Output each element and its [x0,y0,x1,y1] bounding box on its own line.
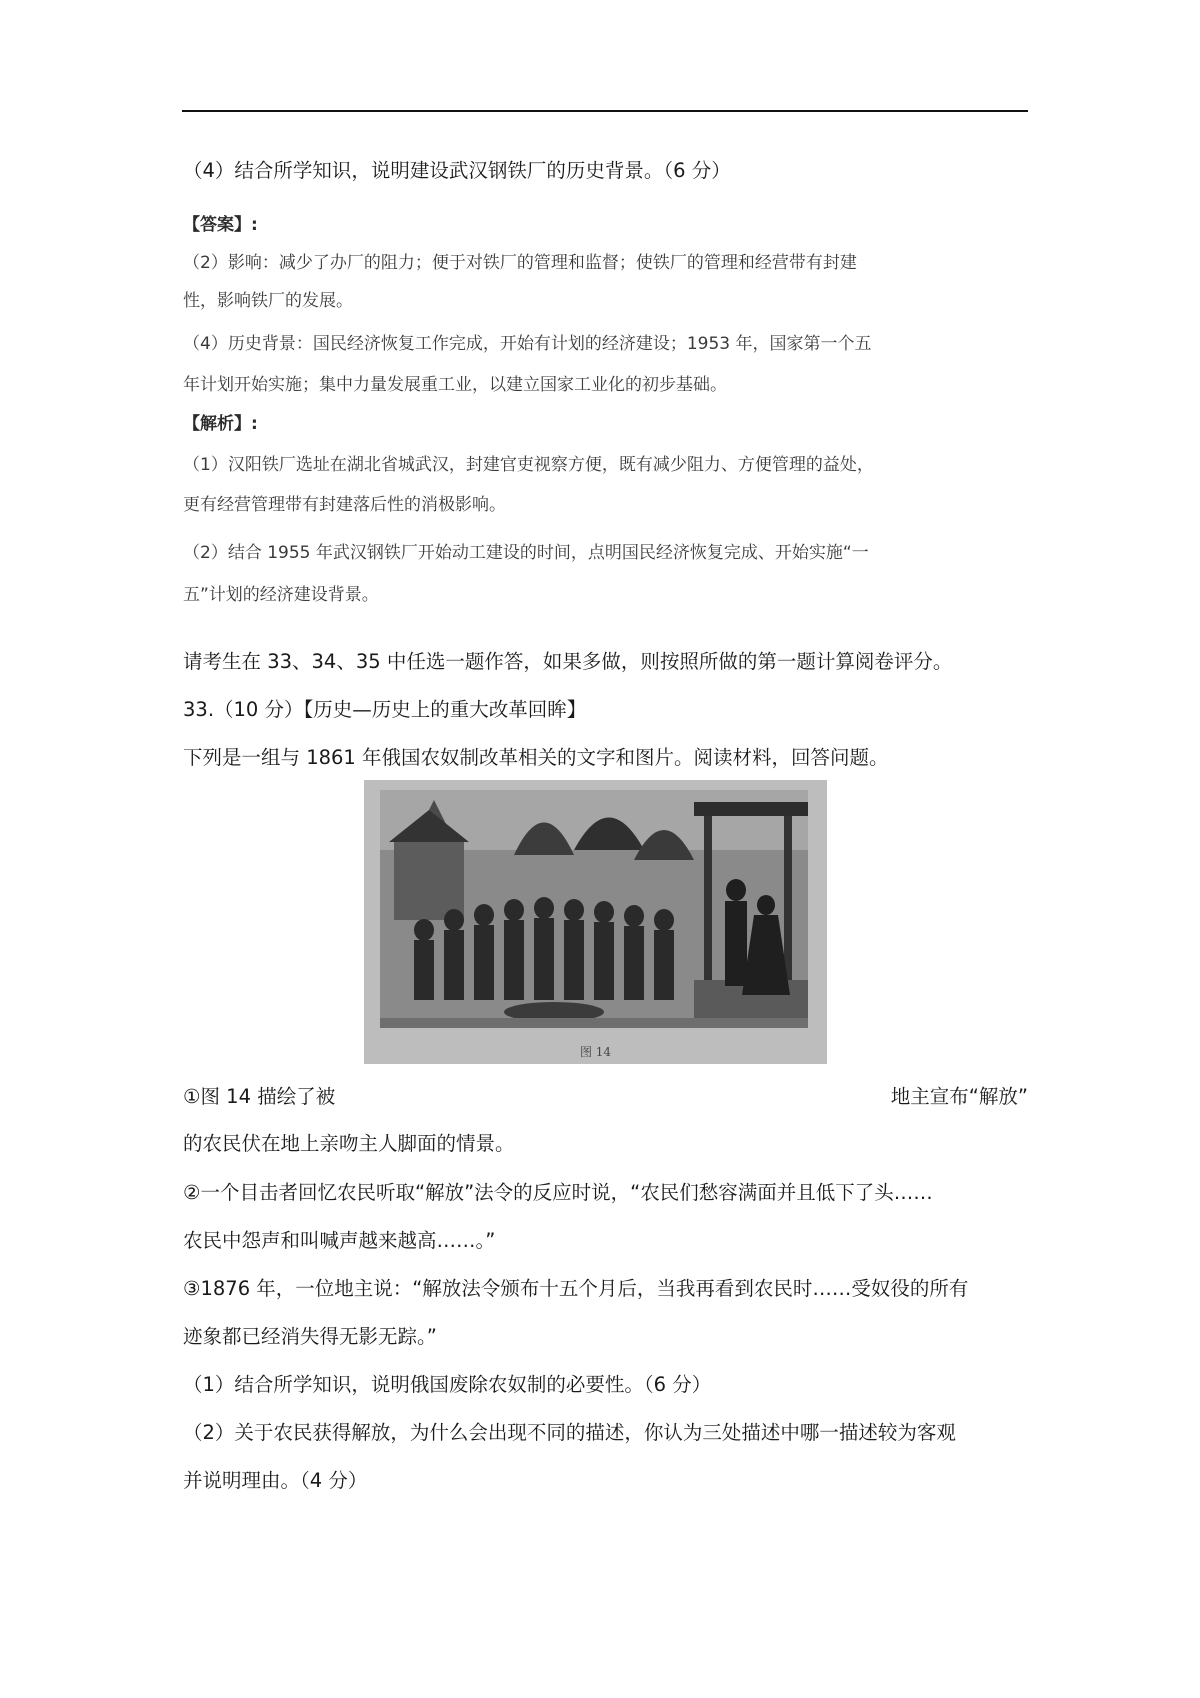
header-rule [182,110,1028,112]
sub-question-2-line-2: 并说明理由。（4 分） [183,1469,368,1492]
material-1-continued: 的农民伏在地上亲吻主人脚面的情景。 [183,1132,515,1155]
material-1-left: ①图 14 描绘了被 [183,1085,336,1108]
analysis-line-3: （2）结合 1955 年武汉钢铁厂开始动工建设的时间，点明国民经济恢复完成、开始实施“一 [183,543,869,563]
answer-line-3: （4）历史背景：国民经济恢复工作完成，开始有计划的经济建设；1953 年，国家第一个五 [183,334,872,354]
q33-intro: 下列是一组与 1861 年俄国农奴制改革相关的文字和图片。阅读材料，回答问题。 [183,746,889,769]
sub-question-2-line-1: （2）关于农民获得解放，为什么会出现不同的描述，你认为三处描述中哪一描述较为客观 [183,1421,956,1444]
material-3-line-1: ③1876 年，一位地主说：“解放法令颁布十五个月后，当我再看到农民时……受奴役的所有 [183,1277,969,1300]
answer-heading: 【答案】: [183,215,258,235]
engraving-illustration [364,780,827,1064]
answer-line-4: 年计划开始实施；集中力量发展重工业，以建立国家工业化的初步基础。 [183,375,727,395]
analysis-heading: 【解析】: [183,414,258,434]
q33-title: 33.（10 分）【历史—历史上的重大改革回眸】 [183,698,587,721]
material-1-right: 地主宣布“解放” [890,1085,1028,1108]
instruction: 请考生在 33、34、35 中任选一题作答，如果多做，则按照所做的第一题计算阅卷评分。 [183,650,953,673]
figure-14-image [364,780,827,1064]
answer-line-1: （2）影响：减少了办厂的阻力；便于对铁厂的管理和监督；使铁厂的管理和经营带有封建 [183,253,857,273]
figure-caption: 图 14 [579,1045,612,1059]
material-2-line-1: ②一个目击者回忆农民听取“解放”法令的反应时说，“农民们愁容满面并且低下了头…… [183,1181,933,1204]
analysis-line-2: 更有经营管理带有封建落后性的消极影响。 [183,495,506,515]
question-4: （4）结合所学知识，说明建设武汉钢铁厂的历史背景。（6 分） [183,159,731,182]
material-3-line-2: 迹象都已经消失得无影无踪。” [183,1325,437,1348]
material-2-line-2: 农民中怨声和叫喊声越来越高……。” [183,1229,496,1252]
analysis-line-4: 五”计划的经济建设背景。 [183,585,379,605]
answer-line-2: 性，影响铁厂的发展。 [183,291,353,311]
sub-question-1: （1）结合所学知识，说明俄国废除农奴制的必要性。（6 分） [183,1373,712,1396]
analysis-line-1: （1）汉阳铁厂选址在湖北省城武汉，封建官吏视察方便，既有减少阻力、方便管理的益处， [183,455,874,475]
